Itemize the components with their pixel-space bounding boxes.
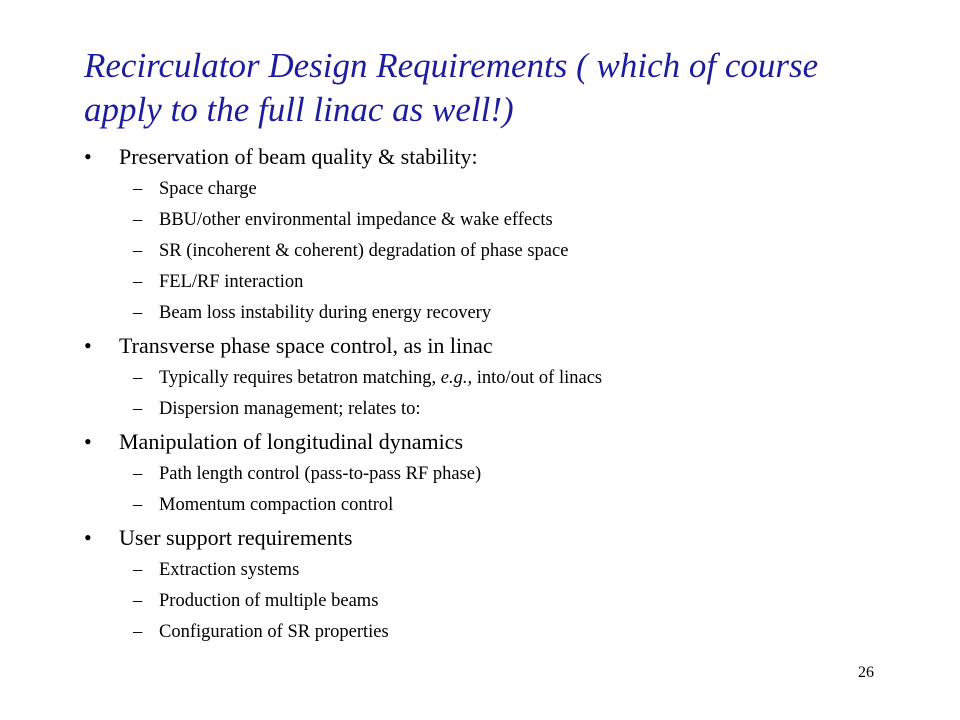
sub-item-text: Configuration of SR properties xyxy=(159,622,389,642)
sub-item xyxy=(84,207,924,238)
sub-item-text-before: Typically requires betatron matching, xyxy=(159,368,441,388)
sub-item-text: BBU/other environmental impedance & wake effects xyxy=(159,210,553,230)
slide-content xyxy=(84,142,924,650)
dash-marker: – xyxy=(133,368,143,388)
dash-marker: – xyxy=(133,399,143,419)
section-heading xyxy=(84,427,924,461)
dash-marker: – xyxy=(133,464,143,484)
bullet-marker: • xyxy=(84,525,92,550)
sub-item xyxy=(84,492,924,523)
dash-marker: – xyxy=(133,591,143,611)
sub-item xyxy=(84,557,924,588)
sub-item-text: Beam loss instability during energy recovery xyxy=(159,303,492,323)
slide-title: Recirculator Design Requirements ( which of course apply to the full linac as well!) xyxy=(84,46,819,129)
bullet-marker: • xyxy=(84,333,92,358)
section-heading-text: Manipulation of longitudinal dynamics xyxy=(119,429,464,454)
bullet-marker: • xyxy=(84,429,92,454)
dash-marker: – xyxy=(133,622,143,642)
sub-item-text: Production of multiple beams xyxy=(159,591,379,611)
sub-item xyxy=(84,365,924,396)
sub-item xyxy=(84,238,924,269)
sub-item xyxy=(84,461,924,492)
dash-marker: – xyxy=(133,241,143,261)
sub-item-text: Extraction systems xyxy=(159,560,300,580)
section-heading xyxy=(84,142,924,176)
sub-item xyxy=(84,300,924,331)
sub-item-text: Space charge xyxy=(159,179,257,199)
section-heading-text: Preservation of beam quality & stability: xyxy=(119,144,478,169)
sub-item xyxy=(84,619,924,650)
dash-marker: – xyxy=(133,495,143,515)
sub-item-text-emphasis: e.g., xyxy=(440,368,473,388)
sub-item xyxy=(84,176,924,207)
sub-item xyxy=(84,396,924,427)
sub-item-text-after: into/out of linacs xyxy=(472,368,603,388)
sub-item-text: SR (incoherent & coherent) degradation of phase space xyxy=(159,241,569,261)
section-heading-text: Transverse phase space control, as in linac xyxy=(119,333,493,358)
sub-item xyxy=(84,269,924,300)
dash-marker: – xyxy=(133,210,143,230)
dash-marker: – xyxy=(133,560,143,580)
sub-item-text: Path length control (pass-to-pass RF phase) xyxy=(159,464,482,484)
page-number: 26 xyxy=(858,664,874,681)
sub-item-text: FEL/RF interaction xyxy=(159,272,304,292)
dash-marker: – xyxy=(133,272,143,292)
dash-marker: – xyxy=(133,179,143,199)
sub-item-text: Dispersion management; relates to: xyxy=(159,399,421,419)
section-heading xyxy=(84,523,924,557)
sub-item xyxy=(84,588,924,619)
dash-marker: – xyxy=(133,303,143,323)
bullet-marker: • xyxy=(84,144,92,169)
section-heading xyxy=(84,331,924,365)
section-heading-text: User support requirements xyxy=(119,525,353,550)
sub-item-text: Momentum compaction control xyxy=(159,495,394,515)
